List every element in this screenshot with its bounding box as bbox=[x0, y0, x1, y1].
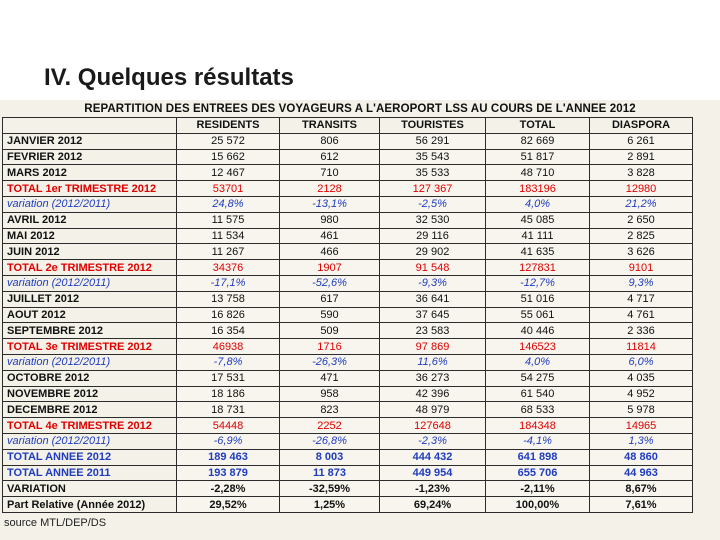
cell-diaspora: 11814 bbox=[590, 339, 693, 355]
cell-total: -12,7% bbox=[486, 275, 590, 291]
cell-total: 641 898 bbox=[486, 449, 590, 465]
cell-touristes: 449 954 bbox=[380, 465, 486, 481]
table-row-month bbox=[3, 228, 693, 244]
cell-diaspora: 3 828 bbox=[590, 165, 693, 181]
row-label: Part Relative (Année 2012) bbox=[3, 497, 177, 513]
cell-diaspora: 5 978 bbox=[590, 402, 693, 418]
table-row-month bbox=[3, 370, 693, 386]
cell-residents: 34376 bbox=[177, 260, 280, 276]
table-row-variation bbox=[3, 354, 693, 370]
cell-touristes: 37 645 bbox=[380, 307, 486, 323]
cell-total: 82 669 bbox=[486, 133, 590, 149]
cell-touristes: 36 641 bbox=[380, 291, 486, 307]
cell-diaspora: 4 035 bbox=[590, 370, 693, 386]
cell-residents: 189 463 bbox=[177, 449, 280, 465]
cell-transits: 710 bbox=[280, 165, 380, 181]
cell-touristes: 11,6% bbox=[380, 354, 486, 370]
cell-diaspora: 2 891 bbox=[590, 149, 693, 165]
cell-touristes: 97 869 bbox=[380, 339, 486, 355]
row-label: TOTAL ANNEE 2011 bbox=[3, 465, 177, 481]
slide-title: IV. Quelques résultats bbox=[44, 64, 294, 91]
cell-transits: -52,6% bbox=[280, 275, 380, 291]
row-label: TOTAL 1er TRIMESTRE 2012 bbox=[3, 181, 177, 197]
column-header-residents: RESIDENTS bbox=[177, 118, 280, 134]
cell-diaspora: 48 860 bbox=[590, 449, 693, 465]
table-row-total bbox=[3, 181, 693, 197]
row-label: TOTAL 4e TRIMESTRE 2012 bbox=[3, 418, 177, 434]
table-header-row bbox=[3, 118, 693, 134]
cell-touristes: 56 291 bbox=[380, 133, 486, 149]
table-row-variation bbox=[3, 275, 693, 291]
cell-total: -4,1% bbox=[486, 433, 590, 449]
table-row-annual bbox=[3, 465, 693, 481]
cell-residents: 16 354 bbox=[177, 323, 280, 339]
cell-transits: 590 bbox=[280, 307, 380, 323]
cell-transits: 1716 bbox=[280, 339, 380, 355]
column-header-diaspora: DIASPORA bbox=[590, 118, 693, 134]
column-header-transits: TRANSITS bbox=[280, 118, 380, 134]
cell-transits: -26,3% bbox=[280, 354, 380, 370]
cell-transits: 1,25% bbox=[280, 497, 380, 513]
cell-transits: 2252 bbox=[280, 418, 380, 434]
cell-residents: -6,9% bbox=[177, 433, 280, 449]
table-row-month bbox=[3, 402, 693, 418]
cell-touristes: -2,3% bbox=[380, 433, 486, 449]
cell-residents: 11 575 bbox=[177, 212, 280, 228]
cell-total: 184348 bbox=[486, 418, 590, 434]
cell-residents: 15 662 bbox=[177, 149, 280, 165]
cell-total: 4,0% bbox=[486, 354, 590, 370]
cell-total: 61 540 bbox=[486, 386, 590, 402]
cell-transits: 1907 bbox=[280, 260, 380, 276]
row-label: TOTAL 2e TRIMESTRE 2012 bbox=[3, 260, 177, 276]
cell-residents: 11 267 bbox=[177, 244, 280, 260]
cell-residents: -7,8% bbox=[177, 354, 280, 370]
cell-touristes: 91 548 bbox=[380, 260, 486, 276]
cell-residents: 25 572 bbox=[177, 133, 280, 149]
cell-residents: -17,1% bbox=[177, 275, 280, 291]
cell-transits: 612 bbox=[280, 149, 380, 165]
cell-diaspora: 9101 bbox=[590, 260, 693, 276]
row-label: JUILLET 2012 bbox=[3, 291, 177, 307]
cell-residents: 17 531 bbox=[177, 370, 280, 386]
cell-diaspora: 21,2% bbox=[590, 196, 693, 212]
table-row-month bbox=[3, 307, 693, 323]
table-row-total bbox=[3, 418, 693, 434]
cell-diaspora: 9,3% bbox=[590, 275, 693, 291]
table-row-summary bbox=[3, 497, 693, 513]
cell-touristes: 35 543 bbox=[380, 149, 486, 165]
cell-transits: -32,59% bbox=[280, 481, 380, 497]
cell-transits: -13,1% bbox=[280, 196, 380, 212]
cell-transits: 509 bbox=[280, 323, 380, 339]
cell-residents: 18 186 bbox=[177, 386, 280, 402]
cell-touristes: -9,3% bbox=[380, 275, 486, 291]
row-label: DECEMBRE 2012 bbox=[3, 402, 177, 418]
cell-diaspora: 4 952 bbox=[590, 386, 693, 402]
cell-diaspora: 3 626 bbox=[590, 244, 693, 260]
table-row-month bbox=[3, 149, 693, 165]
cell-touristes: 127648 bbox=[380, 418, 486, 434]
cell-total: 146523 bbox=[486, 339, 590, 355]
cell-residents: 18 731 bbox=[177, 402, 280, 418]
cell-diaspora: 6,0% bbox=[590, 354, 693, 370]
cell-diaspora: 2 825 bbox=[590, 228, 693, 244]
row-label: FEVRIER 2012 bbox=[3, 149, 177, 165]
row-label: TOTAL ANNEE 2012 bbox=[3, 449, 177, 465]
table-row-variation bbox=[3, 433, 693, 449]
cell-residents: 13 758 bbox=[177, 291, 280, 307]
row-label: variation (2012/2011) bbox=[3, 275, 177, 291]
table-row-summary bbox=[3, 481, 693, 497]
cell-residents: 53701 bbox=[177, 181, 280, 197]
cell-total: 183196 bbox=[486, 181, 590, 197]
table-row-month bbox=[3, 291, 693, 307]
cell-transits: 2128 bbox=[280, 181, 380, 197]
cell-transits: 617 bbox=[280, 291, 380, 307]
cell-touristes: 69,24% bbox=[380, 497, 486, 513]
cell-diaspora: 12980 bbox=[590, 181, 693, 197]
row-label: variation (2012/2011) bbox=[3, 354, 177, 370]
row-label: VARIATION bbox=[3, 481, 177, 497]
cell-diaspora: 1,3% bbox=[590, 433, 693, 449]
column-header-total: TOTAL bbox=[486, 118, 590, 134]
cell-residents: 193 879 bbox=[177, 465, 280, 481]
cell-transits: 11 873 bbox=[280, 465, 380, 481]
cell-diaspora: 6 261 bbox=[590, 133, 693, 149]
cell-touristes: 32 530 bbox=[380, 212, 486, 228]
row-label: TOTAL 3e TRIMESTRE 2012 bbox=[3, 339, 177, 355]
row-label: MARS 2012 bbox=[3, 165, 177, 181]
cell-total: 51 817 bbox=[486, 149, 590, 165]
cell-touristes: 23 583 bbox=[380, 323, 486, 339]
cell-diaspora: 7,61% bbox=[590, 497, 693, 513]
row-label: JUIN 2012 bbox=[3, 244, 177, 260]
table-row-variation bbox=[3, 196, 693, 212]
cell-touristes: 36 273 bbox=[380, 370, 486, 386]
cell-residents: -2,28% bbox=[177, 481, 280, 497]
cell-diaspora: 2 650 bbox=[590, 212, 693, 228]
table-caption: REPARTITION DES ENTREES DES VOYAGEURS A L'AEROPORT LSS AU COURS DE L'ANNEE 2012 bbox=[84, 103, 636, 115]
cell-touristes: 42 396 bbox=[380, 386, 486, 402]
cell-total: 51 016 bbox=[486, 291, 590, 307]
cell-total: 68 533 bbox=[486, 402, 590, 418]
cell-transits: 471 bbox=[280, 370, 380, 386]
cell-total: 127831 bbox=[486, 260, 590, 276]
cell-total: 100,00% bbox=[486, 497, 590, 513]
row-label: variation (2012/2011) bbox=[3, 433, 177, 449]
cell-diaspora: 14965 bbox=[590, 418, 693, 434]
cell-transits: 980 bbox=[280, 212, 380, 228]
cell-diaspora: 44 963 bbox=[590, 465, 693, 481]
cell-touristes: -1,23% bbox=[380, 481, 486, 497]
table-row-month bbox=[3, 244, 693, 260]
cell-total: 4,0% bbox=[486, 196, 590, 212]
cell-residents: 29,52% bbox=[177, 497, 280, 513]
cell-residents: 54448 bbox=[177, 418, 280, 434]
row-label: AVRIL 2012 bbox=[3, 212, 177, 228]
cell-transits: 823 bbox=[280, 402, 380, 418]
cell-total: 40 446 bbox=[486, 323, 590, 339]
table-row-total bbox=[3, 260, 693, 276]
header-corner bbox=[3, 118, 177, 134]
cell-transits: 806 bbox=[280, 133, 380, 149]
cell-total: 48 710 bbox=[486, 165, 590, 181]
row-label: JANVIER 2012 bbox=[3, 133, 177, 149]
row-label: OCTOBRE 2012 bbox=[3, 370, 177, 386]
table-row-annual bbox=[3, 449, 693, 465]
cell-total: 41 111 bbox=[486, 228, 590, 244]
table-row-month bbox=[3, 212, 693, 228]
cell-total: 655 706 bbox=[486, 465, 590, 481]
cell-diaspora: 4 761 bbox=[590, 307, 693, 323]
cell-transits: 461 bbox=[280, 228, 380, 244]
cell-transits: -26,8% bbox=[280, 433, 380, 449]
table-row-month bbox=[3, 323, 693, 339]
cell-touristes: 35 533 bbox=[380, 165, 486, 181]
row-label: NOVEMBRE 2012 bbox=[3, 386, 177, 402]
cell-diaspora: 4 717 bbox=[590, 291, 693, 307]
row-label: variation (2012/2011) bbox=[3, 196, 177, 212]
cell-touristes: 444 432 bbox=[380, 449, 486, 465]
cell-transits: 466 bbox=[280, 244, 380, 260]
cell-transits: 958 bbox=[280, 386, 380, 402]
cell-touristes: 29 116 bbox=[380, 228, 486, 244]
cell-total: 54 275 bbox=[486, 370, 590, 386]
cell-total: -2,11% bbox=[486, 481, 590, 497]
table-row-month bbox=[3, 165, 693, 181]
row-label: SEPTEMBRE 2012 bbox=[3, 323, 177, 339]
table-row-month bbox=[3, 386, 693, 402]
cell-diaspora: 2 336 bbox=[590, 323, 693, 339]
row-label: MAI 2012 bbox=[3, 228, 177, 244]
cell-touristes: -2,5% bbox=[380, 196, 486, 212]
table-row-total bbox=[3, 339, 693, 355]
cell-total: 41 635 bbox=[486, 244, 590, 260]
cell-total: 45 085 bbox=[486, 212, 590, 228]
cell-residents: 24,8% bbox=[177, 196, 280, 212]
cell-residents: 16 826 bbox=[177, 307, 280, 323]
cell-residents: 11 534 bbox=[177, 228, 280, 244]
cell-residents: 46938 bbox=[177, 339, 280, 355]
cell-touristes: 48 979 bbox=[380, 402, 486, 418]
row-label: AOUT 2012 bbox=[3, 307, 177, 323]
cell-touristes: 29 902 bbox=[380, 244, 486, 260]
cell-residents: 12 467 bbox=[177, 165, 280, 181]
table-body bbox=[3, 133, 693, 512]
cell-diaspora: 8,67% bbox=[590, 481, 693, 497]
table-row-month bbox=[3, 133, 693, 149]
cell-transits: 8 003 bbox=[280, 449, 380, 465]
cell-touristes: 127 367 bbox=[380, 181, 486, 197]
source-note: source MTL/DEP/DS bbox=[4, 517, 107, 529]
column-header-touristes: TOURISTES bbox=[380, 118, 486, 134]
cell-total: 55 061 bbox=[486, 307, 590, 323]
passenger-table bbox=[2, 117, 693, 513]
